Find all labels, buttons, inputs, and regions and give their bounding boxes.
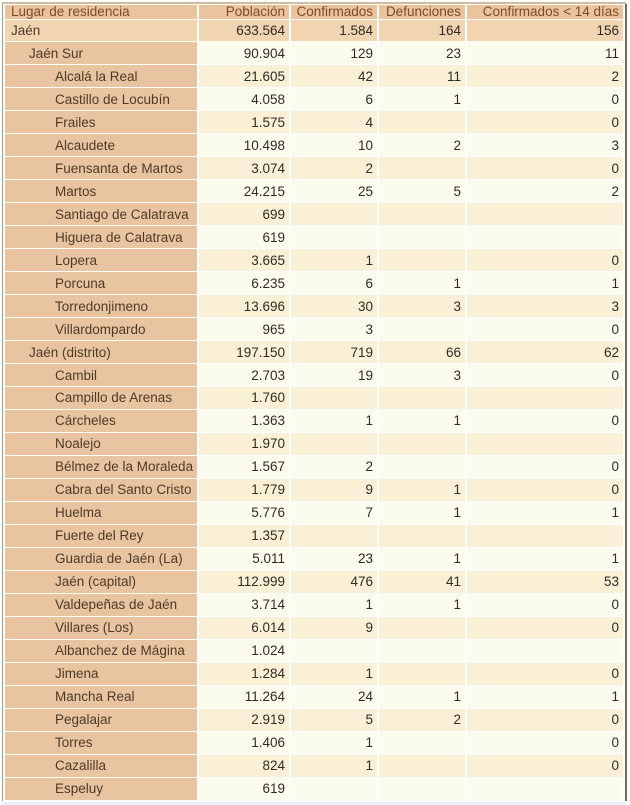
confirmados-cell: 2 (291, 456, 377, 478)
table-row (5, 663, 623, 685)
confirmados-14d-cell: 1 (467, 548, 623, 570)
confirmados-14d-cell: 0 (467, 709, 623, 731)
place-cell[interactable]: Castillo de Locubín (5, 88, 197, 110)
place-cell[interactable]: Higuera de Calatrava (5, 226, 197, 248)
table-row (5, 732, 623, 754)
poblacion-cell: 965 (199, 318, 289, 340)
defunciones-cell (379, 732, 465, 754)
defunciones-cell: 66 (379, 341, 465, 363)
confirmados-cell: 42 (291, 65, 377, 87)
poblacion-cell: 1.567 (199, 456, 289, 478)
confirmados-14d-cell (467, 203, 623, 225)
column-header-lugar-de-residencia: Lugar de residencia (5, 5, 197, 19)
place-cell[interactable]: Valdepeñas de Jaén (5, 594, 197, 616)
table-row (5, 249, 623, 271)
place-cell[interactable]: Mancha Real (5, 686, 197, 708)
defunciones-cell: 1 (379, 502, 465, 524)
poblacion-cell: 1.760 (199, 387, 289, 409)
table-row (5, 65, 623, 87)
confirmados-14d-cell: 2 (467, 65, 623, 87)
place-cell[interactable]: Jaén (capital) (5, 571, 197, 593)
defunciones-cell (379, 157, 465, 179)
poblacion-cell: 3.074 (199, 157, 289, 179)
confirmados-14d-cell: 0 (467, 249, 623, 271)
place-cell[interactable]: Fuerte del Rey (5, 525, 197, 547)
table-row (5, 341, 623, 363)
poblacion-cell: 619 (199, 778, 289, 800)
poblacion-cell: 10.498 (199, 134, 289, 156)
confirmados-cell (291, 433, 377, 455)
defunciones-cell: 2 (379, 134, 465, 156)
confirmados-14d-cell: 0 (467, 594, 623, 616)
table-row (5, 433, 623, 455)
poblacion-cell: 24.215 (199, 180, 289, 202)
defunciones-cell (379, 433, 465, 455)
confirmados-14d-cell: 156 (467, 20, 623, 42)
confirmados-14d-cell (467, 640, 623, 662)
confirmados-cell: 19 (291, 364, 377, 386)
defunciones-cell: 1 (379, 479, 465, 501)
poblacion-cell: 1.357 (199, 525, 289, 547)
confirmados-cell: 2 (291, 157, 377, 179)
confirmados-cell: 9 (291, 479, 377, 501)
residence-table (3, 4, 625, 801)
confirmados-14d-cell: 0 (467, 479, 623, 501)
defunciones-cell (379, 456, 465, 478)
poblacion-cell: 197.150 (199, 341, 289, 363)
confirmados-14d-cell (467, 433, 623, 455)
place-cell[interactable]: Cabra del Santo Cristo (5, 479, 197, 501)
place-cell[interactable]: Santiago de Calatrava (5, 203, 197, 225)
table-row (5, 226, 623, 248)
table-row (5, 20, 623, 42)
confirmados-cell: 9 (291, 617, 377, 639)
place-cell[interactable]: Albanchez de Mágina (5, 640, 197, 662)
column-header-confirmados-14-dias: Confirmados < 14 días (467, 5, 623, 19)
confirmados-cell: 30 (291, 295, 377, 317)
place-cell[interactable]: Frailes (5, 111, 197, 133)
confirmados-cell: 1 (291, 663, 377, 685)
place-cell[interactable]: Cambil (5, 364, 197, 386)
confirmados-cell: 23 (291, 548, 377, 570)
poblacion-cell: 1.970 (199, 433, 289, 455)
confirmados-14d-cell: 1 (467, 272, 623, 294)
poblacion-cell: 6.235 (199, 272, 289, 294)
confirmados-14d-cell: 0 (467, 111, 623, 133)
place-cell[interactable]: Fuensanta de Martos (5, 157, 197, 179)
place-cell[interactable]: Alcaudete (5, 134, 197, 156)
defunciones-cell: 3 (379, 364, 465, 386)
defunciones-cell (379, 111, 465, 133)
confirmados-cell (291, 387, 377, 409)
confirmados-14d-cell: 62 (467, 341, 623, 363)
table-row (5, 410, 623, 432)
column-header-confirmados: Confirmados (291, 5, 377, 19)
table-row (5, 502, 623, 524)
defunciones-cell (379, 226, 465, 248)
confirmados-14d-cell: 0 (467, 410, 623, 432)
table-row (5, 640, 623, 662)
place-cell[interactable]: Pegalajar (5, 709, 197, 731)
confirmados-14d-cell (467, 226, 623, 248)
table-row (5, 111, 623, 133)
table-row (5, 157, 623, 179)
poblacion-cell: 633.564 (199, 20, 289, 42)
confirmados-14d-cell: 0 (467, 617, 623, 639)
confirmados-cell (291, 640, 377, 662)
table-row (5, 525, 623, 547)
place-cell[interactable]: Cazalilla (5, 755, 197, 777)
table-row (5, 295, 623, 317)
table-row (5, 686, 623, 708)
confirmados-cell: 719 (291, 341, 377, 363)
table-row (5, 778, 623, 800)
defunciones-cell (379, 755, 465, 777)
confirmados-14d-cell (467, 387, 623, 409)
defunciones-cell: 1 (379, 410, 465, 432)
table-row (5, 571, 623, 593)
confirmados-14d-cell: 3 (467, 134, 623, 156)
defunciones-cell: 5 (379, 180, 465, 202)
place-cell[interactable]: Jimena (5, 663, 197, 685)
poblacion-cell: 4.058 (199, 88, 289, 110)
table-row (5, 709, 623, 731)
confirmados-14d-cell: 0 (467, 663, 623, 685)
table-row (5, 364, 623, 386)
defunciones-cell (379, 387, 465, 409)
poblacion-cell: 13.696 (199, 295, 289, 317)
table-row (5, 755, 623, 777)
confirmados-cell: 5 (291, 709, 377, 731)
place-cell[interactable]: Campillo de Arenas (5, 387, 197, 409)
defunciones-cell: 1 (379, 548, 465, 570)
confirmados-14d-cell: 53 (467, 571, 623, 593)
place-cell[interactable]: Cárcheles (5, 410, 197, 432)
poblacion-cell: 90.904 (199, 42, 289, 64)
confirmados-cell: 24 (291, 686, 377, 708)
table-row (5, 318, 623, 340)
confirmados-cell (291, 226, 377, 248)
defunciones-cell: 3 (379, 295, 465, 317)
confirmados-cell: 3 (291, 318, 377, 340)
defunciones-cell (379, 318, 465, 340)
confirmados-cell: 1 (291, 732, 377, 754)
confirmados-14d-cell: 0 (467, 157, 623, 179)
defunciones-cell: 23 (379, 42, 465, 64)
confirmados-14d-cell: 3 (467, 295, 623, 317)
poblacion-cell: 3.665 (199, 249, 289, 271)
place-cell[interactable]: Alcalá la Real (5, 65, 197, 87)
defunciones-cell: 1 (379, 686, 465, 708)
table-row (5, 456, 623, 478)
table-row (5, 479, 623, 501)
confirmados-14d-cell: 2 (467, 180, 623, 202)
poblacion-cell: 6.014 (199, 617, 289, 639)
place-cell[interactable]: Huelma (5, 502, 197, 524)
confirmados-cell: 476 (291, 571, 377, 593)
defunciones-cell: 1 (379, 88, 465, 110)
place-cell[interactable]: Guardia de Jaén (La) (5, 548, 197, 570)
defunciones-cell (379, 203, 465, 225)
poblacion-cell: 1.575 (199, 111, 289, 133)
poblacion-cell: 3.714 (199, 594, 289, 616)
header-row (5, 5, 623, 19)
place-cell[interactable]: Lopera (5, 249, 197, 271)
confirmados-cell (291, 778, 377, 800)
place-cell[interactable]: Torres (5, 732, 197, 754)
defunciones-cell: 1 (379, 272, 465, 294)
defunciones-cell: 1 (379, 594, 465, 616)
poblacion-cell: 1.363 (199, 410, 289, 432)
confirmados-14d-cell: 11 (467, 42, 623, 64)
defunciones-cell (379, 778, 465, 800)
confirmados-14d-cell (467, 525, 623, 547)
poblacion-cell: 699 (199, 203, 289, 225)
place-cell[interactable]: Espeluy (5, 778, 197, 800)
defunciones-cell (379, 249, 465, 271)
poblacion-cell: 2.919 (199, 709, 289, 731)
confirmados-cell (291, 203, 377, 225)
place-cell[interactable]: Villares (Los) (5, 617, 197, 639)
poblacion-cell: 1.284 (199, 663, 289, 685)
poblacion-cell: 1.024 (199, 640, 289, 662)
table-row (5, 42, 623, 64)
confirmados-cell: 1 (291, 249, 377, 271)
place-cell[interactable]: Bélmez de la Moraleda (5, 456, 197, 478)
confirmados-cell: 1.584 (291, 20, 377, 42)
place-cell[interactable]: Jaén (5, 20, 197, 42)
defunciones-cell: 11 (379, 65, 465, 87)
place-cell[interactable]: Porcuna (5, 272, 197, 294)
confirmados-14d-cell: 0 (467, 456, 623, 478)
table-row (5, 88, 623, 110)
poblacion-cell: 21.605 (199, 65, 289, 87)
place-cell[interactable]: Jaén Sur (5, 42, 197, 64)
table-row (5, 180, 623, 202)
table-frame (2, 4, 627, 801)
table-row (5, 272, 623, 294)
confirmados-cell: 25 (291, 180, 377, 202)
confirmados-14d-cell: 1 (467, 686, 623, 708)
place-cell[interactable]: Torredonjimeno (5, 295, 197, 317)
confirmados-14d-cell (467, 778, 623, 800)
confirmados-14d-cell: 0 (467, 732, 623, 754)
table-row (5, 548, 623, 570)
confirmados-cell: 10 (291, 134, 377, 156)
confirmados-14d-cell: 0 (467, 88, 623, 110)
confirmados-14d-cell: 1 (467, 502, 623, 524)
place-cell[interactable]: Jaén (distrito) (5, 341, 197, 363)
confirmados-14d-cell: 0 (467, 364, 623, 386)
column-header-defunciones: Defunciones (379, 5, 465, 19)
poblacion-cell: 1.406 (199, 732, 289, 754)
poblacion-cell: 2.703 (199, 364, 289, 386)
table-row (5, 594, 623, 616)
defunciones-cell (379, 663, 465, 685)
confirmados-cell: 6 (291, 88, 377, 110)
confirmados-cell: 1 (291, 594, 377, 616)
poblacion-cell: 1.779 (199, 479, 289, 501)
confirmados-14d-cell: 0 (467, 318, 623, 340)
confirmados-cell: 1 (291, 410, 377, 432)
place-cell[interactable]: Martos (5, 180, 197, 202)
confirmados-cell: 129 (291, 42, 377, 64)
poblacion-cell: 11.264 (199, 686, 289, 708)
poblacion-cell: 619 (199, 226, 289, 248)
table-row (5, 134, 623, 156)
confirmados-cell (291, 525, 377, 547)
defunciones-cell (379, 640, 465, 662)
defunciones-cell: 164 (379, 20, 465, 42)
defunciones-cell (379, 525, 465, 547)
confirmados-cell: 7 (291, 502, 377, 524)
poblacion-cell: 112.999 (199, 571, 289, 593)
poblacion-cell: 5.011 (199, 548, 289, 570)
poblacion-cell: 5.776 (199, 502, 289, 524)
confirmados-14d-cell: 0 (467, 755, 623, 777)
confirmados-cell: 4 (291, 111, 377, 133)
place-cell[interactable]: Villardompardo (5, 318, 197, 340)
confirmados-cell: 1 (291, 755, 377, 777)
confirmados-cell: 6 (291, 272, 377, 294)
table-row (5, 203, 623, 225)
defunciones-cell (379, 617, 465, 639)
defunciones-cell: 41 (379, 571, 465, 593)
table-row (5, 387, 623, 409)
place-cell[interactable]: Noalejo (5, 433, 197, 455)
poblacion-cell: 824 (199, 755, 289, 777)
defunciones-cell: 2 (379, 709, 465, 731)
column-header-poblacion: Población (199, 5, 289, 19)
table-row (5, 617, 623, 639)
